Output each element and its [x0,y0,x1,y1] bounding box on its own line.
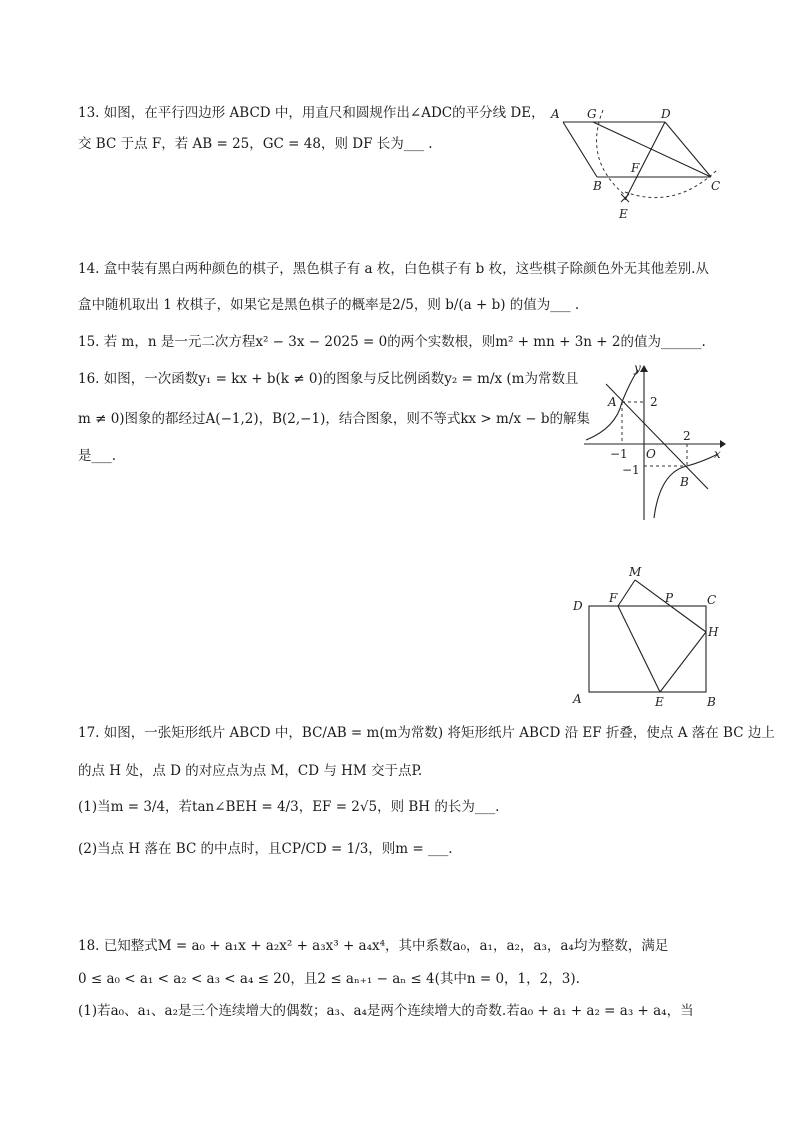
problem-17-line-1: 17. 如图，一张矩形纸片 ABCD 中，BC/AB = m(m为常数) 将矩形纸片 ABCD 沿 EF 折叠，使点 A 落在 BC 边上 [78,725,775,741]
label-origin: O [646,447,656,461]
x-axis-arrow [720,440,726,448]
label-e: E [619,207,628,221]
fold-line-ef [618,606,660,692]
problem-14-line-1: 14. 盒中装有黑白两种颜色的棋子，黑色棋子有 a 枚，白色棋子有 b 枚，这些棋子除颜色外无其他差别.从 [78,261,709,277]
problem-16-figure [580,362,730,522]
tick-label-neg1-x: −1 [610,447,628,461]
label-b: B [707,695,716,709]
label-x: x [714,447,721,461]
label-d: D [661,107,671,121]
label-b: B [680,475,689,489]
tick-label-2-x: 2 [683,429,691,443]
label-y: y [634,362,641,375]
label-c: C [711,179,721,193]
problem-17-line-2: 的点 H 处，点 D 的对应点为点 M，CD 与 HM 交于点P. [78,763,423,779]
problem-18-line-1: 18. 已知整式M = a₀ + a₁x + a₂x² + a₃x³ + a₄x⁴，其中系数a₀，a₁，a₂，a₃，a₄均为整数，满足 [78,938,669,954]
problem-13-figure [545,100,730,225]
segment-eh [660,632,706,692]
label-f: F [631,161,640,175]
label-b: B [593,179,602,193]
label-a: A [608,395,617,409]
label-h: H [708,625,719,639]
label-d: D [573,599,583,613]
problem-17-line-3: (1)当m = 3/4，若tan∠BEH = 4/3，EF = 2√5，则 BH 的长为___. [78,799,500,815]
problem-16-line-3: 是___. [78,448,117,464]
label-f: F [609,591,618,605]
problem-13-line-1: 13. 如图，在平行四边形 ABCD 中，用直尺和圆规作出∠ADC的平分线 DE， [78,105,545,121]
label-g: G [587,107,597,121]
label-a: A [573,692,582,706]
label-c: C [707,593,717,607]
problem-15-line-1: 15. 若 m，n 是一元二次方程x² − 3x − 2025 = 0的两个实数根，则m² + mn + 3n + 2的值为______. [78,334,706,350]
problem-16-line-1: 16. 如图，一次函数y₁ = kx + b(k ≠ 0)的图象与反比例函数y₂ = m/x (m为常数且 [78,371,579,387]
problem-13-line-2: 交 BC 于点 F，若 AB = 25，GC = 48，则 DF 长为___ . [78,136,433,152]
problem-16-line-2: m ≠ 0)图象的都经过A(−1,2)，B(2,−1)，结合图象，则不等式kx > m/x − b的解集 [78,411,591,427]
label-p: P [665,591,674,605]
problem-18-line-2: 0 ≤ a₀ < a₁ < a₂ < a₃ < a₄ ≤ 20，且2 ≤ aₙ₊₁ − aₙ ≤ 4(其中n = 0，1，2，3). [78,971,580,987]
problem-17-figure [565,560,735,710]
side-dc [665,122,711,177]
y-axis-arrow [640,365,648,372]
problem-17-line-4: (2)当点 H 落在 BC 的中点时，且CP/CD = 1/3，则m = ___. [78,841,453,857]
label-m: M [629,565,642,579]
tick-label-neg1-y: −1 [622,463,640,477]
tick-label-2-y: 2 [650,395,658,409]
side-ab [563,122,597,177]
segment-gc [593,122,711,177]
label-e: E [655,695,664,709]
label-a: A [551,107,560,121]
segment-fm [618,580,635,606]
problem-14-line-2: 盒中随机取出 1 枚棋子，如果它是黑色棋子的概率是2/5，则 b/(a + b) 的值为___ . [78,297,580,313]
problem-18-line-3: (1)若a₀、a₁、a₂是三个连续增大的偶数；a₃、a₄是两个连续增大的奇数.若a₀ + a₁ + a₂ = a₃ + a₄，当 [78,1003,694,1019]
